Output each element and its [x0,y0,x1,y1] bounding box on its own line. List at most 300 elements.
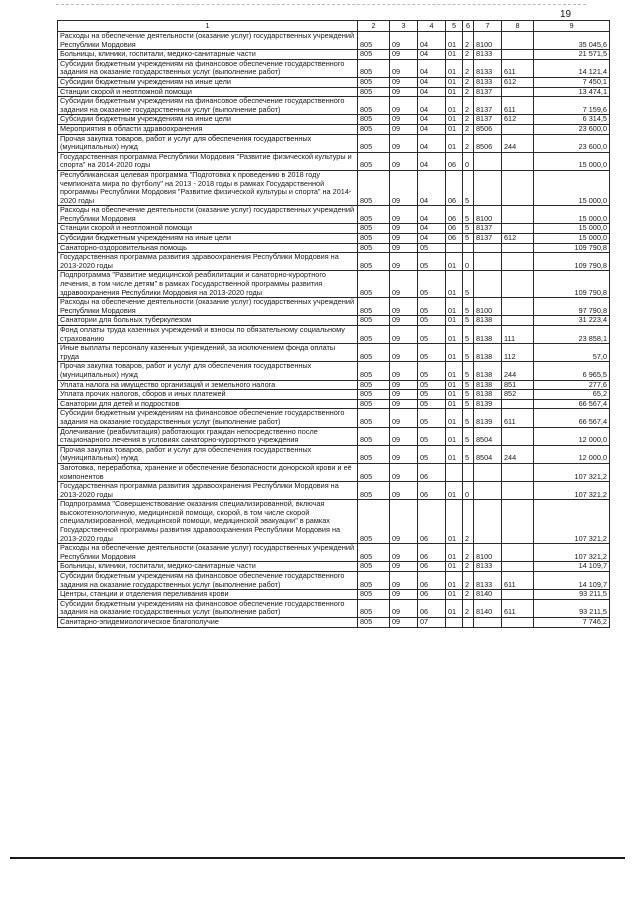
code-target [474,253,502,271]
code-expense-type [502,562,534,572]
code-subprogram: 2 [463,544,474,562]
amount: 14 121,4 [534,59,610,77]
column-header: 9 [534,21,610,32]
code-target: 8506 [474,124,502,134]
table-row [58,445,610,463]
table-row [58,590,610,600]
code-section: 09 [390,399,418,409]
code-subsection: 05 [418,298,446,316]
column-header: 6 [463,21,474,32]
code-program: 01 [446,599,463,617]
code-ministry: 805 [358,50,390,60]
table-row [58,482,610,500]
row-name: Уплата прочих налогов, сборов и иных платежей [58,390,358,400]
code-program: 06 [446,224,463,234]
code-expense-type: 611 [502,409,534,427]
code-section: 09 [390,253,418,271]
code-program: 01 [446,562,463,572]
amount: 109 790,8 [534,253,610,271]
code-ministry: 805 [358,316,390,326]
table-row [58,316,610,326]
row-name: Прочая закупка товаров, работ и услуг для обеспечения государственных (муниципальных) нужд [58,445,358,463]
code-target: 8138 [474,344,502,362]
table-row [58,253,610,271]
amount: 13 474,1 [534,87,610,97]
row-name: Субсидии бюджетным учреждениям на иные цели [58,77,358,87]
code-subprogram: 5 [463,390,474,400]
code-target: 8133 [474,572,502,590]
amount: 6 314,5 [534,115,610,125]
code-target: 8137 [474,115,502,125]
code-program: 01 [446,97,463,115]
code-target: 8139 [474,409,502,427]
amount: 31 223,4 [534,316,610,326]
code-subsection: 06 [418,544,446,562]
code-expense-type [502,224,534,234]
code-expense-type [502,271,534,298]
code-program: 01 [446,344,463,362]
code-ministry: 805 [358,234,390,244]
code-expense-type: 111 [502,326,534,344]
row-name: Станции скорой и неотложной помощи [58,224,358,234]
table-row [58,298,610,316]
code-ministry: 805 [358,298,390,316]
code-section: 09 [390,590,418,600]
code-target: 8100 [474,206,502,224]
table-row [58,234,610,244]
code-subsection: 06 [418,500,446,544]
code-section: 09 [390,271,418,298]
code-target: 8133 [474,77,502,87]
code-ministry: 805 [358,572,390,590]
code-ministry: 805 [358,380,390,390]
amount: 7 450,1 [534,77,610,87]
code-program: 01 [446,445,463,463]
code-program: 06 [446,234,463,244]
code-subsection: 04 [418,224,446,234]
code-ministry: 805 [358,409,390,427]
code-target: 8140 [474,590,502,600]
code-target [474,271,502,298]
code-target: 8139 [474,399,502,409]
code-subprogram: 2 [463,87,474,97]
row-name: Фонд оплаты труда казенных учреждений и взносы по обязательному социальному страхованию [58,326,358,344]
code-subprogram: 5 [463,326,474,344]
code-ministry: 805 [358,152,390,170]
table-row [58,344,610,362]
code-subsection: 05 [418,390,446,400]
code-program [446,618,463,628]
code-target: 8137 [474,234,502,244]
code-ministry: 805 [358,590,390,600]
code-section: 09 [390,124,418,134]
code-expense-type [502,87,534,97]
code-subprogram: 5 [463,409,474,427]
table-row [58,500,610,544]
row-name: Субсидии бюджетным учреждениям на финансовое обеспечение государственного задания на оказание государственных услуг (выполнение работ) [58,599,358,617]
code-program: 01 [446,298,463,316]
amount: 15 000,0 [534,170,610,205]
code-section: 09 [390,243,418,253]
table-row [58,390,610,400]
code-subprogram: 5 [463,298,474,316]
code-expense-type: 852 [502,390,534,400]
code-program: 01 [446,32,463,50]
row-name: Станции скорой и неотложной помощи [58,87,358,97]
code-target: 8100 [474,32,502,50]
code-section: 09 [390,544,418,562]
amount: 15 000,0 [534,206,610,224]
code-section: 09 [390,59,418,77]
amount: 93 211,5 [534,599,610,617]
table-row [58,427,610,445]
column-header: 3 [390,21,418,32]
code-subsection: 06 [418,562,446,572]
code-subprogram: 2 [463,590,474,600]
code-subprogram: 5 [463,234,474,244]
table-body [58,32,610,628]
code-expense-type [502,152,534,170]
code-subsection: 06 [418,482,446,500]
code-subsection: 04 [418,170,446,205]
code-expense-type [502,399,534,409]
code-ministry: 805 [358,124,390,134]
code-ministry: 805 [358,482,390,500]
code-program: 01 [446,115,463,125]
table-row [58,206,610,224]
code-subprogram: 5 [463,170,474,205]
amount: 21 571,5 [534,50,610,60]
code-program: 01 [446,390,463,400]
amount: 35 045,6 [534,32,610,50]
column-header: 1 [58,21,358,32]
code-section: 09 [390,427,418,445]
row-name: Уплата налога на имущество организаций и земельного налога [58,380,358,390]
amount: 7 159,6 [534,97,610,115]
amount: 14 109,7 [534,562,610,572]
code-program: 06 [446,152,463,170]
row-name: Санатории для больных туберкулезом [58,316,358,326]
amount: 12 000,0 [534,445,610,463]
code-section: 09 [390,170,418,205]
code-ministry: 805 [358,59,390,77]
code-ministry: 805 [358,390,390,400]
code-section: 09 [390,87,418,97]
code-section: 09 [390,390,418,400]
code-target [474,152,502,170]
code-subprogram: 2 [463,50,474,60]
table-row [58,97,610,115]
code-section: 09 [390,77,418,87]
amount: 107 321,2 [534,482,610,500]
code-program: 01 [446,482,463,500]
code-subsection: 04 [418,234,446,244]
code-program: 01 [446,59,463,77]
code-section: 09 [390,599,418,617]
row-name: Больницы, клиники, госпитали, медико-санитарные части [58,50,358,60]
code-section: 09 [390,500,418,544]
row-name: Санитарно-эпидемиологическое благополучие [58,618,358,628]
code-subsection: 07 [418,618,446,628]
amount: 15 000,0 [534,224,610,234]
code-target: 8138 [474,390,502,400]
code-ministry: 805 [358,271,390,298]
code-section: 09 [390,463,418,481]
code-subprogram: 2 [463,59,474,77]
code-subprogram: 0 [463,253,474,271]
code-subprogram: 5 [463,362,474,380]
table-row [58,32,610,50]
budget-table [57,20,610,628]
table-row [58,243,610,253]
row-name: Долечивание (реабилитация) работающих граждан непосредственно после стационарного лечения в условиях санаторно-курортного учреждения [58,427,358,445]
code-target [474,500,502,544]
top-rule [56,4,586,5]
code-subprogram: 5 [463,427,474,445]
row-name: Санатории для детей и подростков [58,399,358,409]
code-subsection: 04 [418,115,446,125]
code-target: 8138 [474,380,502,390]
code-section: 09 [390,97,418,115]
code-program: 06 [446,170,463,205]
code-target: 8504 [474,427,502,445]
code-expense-type: 612 [502,77,534,87]
code-target [474,170,502,205]
table-row [58,463,610,481]
code-section: 09 [390,380,418,390]
code-subsection: 05 [418,380,446,390]
code-program: 01 [446,271,463,298]
row-name: Мероприятия в области здравоохранения [58,124,358,134]
row-name: Больницы, клиники, госпитали, медико-санитарные части [58,562,358,572]
amount: 109 790,8 [534,271,610,298]
code-subprogram: 0 [463,482,474,500]
code-subsection: 06 [418,599,446,617]
code-subprogram [463,463,474,481]
code-ministry: 805 [358,344,390,362]
code-section: 09 [390,344,418,362]
code-subsection: 05 [418,445,446,463]
code-target: 8133 [474,562,502,572]
row-name: Заготовка, переработка, хранение и обеспечение безопасности донорской крови и её компонентов [58,463,358,481]
code-subprogram: 2 [463,562,474,572]
code-program: 01 [446,399,463,409]
row-name: Подпрограмма "Совершенствование оказания специализированной, включая высокотехнологичную, медицинской помощи, скорой, в том числе скорой специализированной, медицинской помощи, медицинской эвакуации" в рамках Государственной программы развития здравоохранения Республики Мордовия на 2013-2020 годы [58,500,358,544]
code-expense-type [502,243,534,253]
code-program: 01 [446,124,463,134]
table-row [58,152,610,170]
code-program: 01 [446,77,463,87]
code-program: 01 [446,253,463,271]
code-subsection: 05 [418,399,446,409]
table-row [58,59,610,77]
code-subprogram: 2 [463,599,474,617]
code-program: 01 [446,134,463,152]
code-expense-type [502,316,534,326]
code-subprogram: 5 [463,399,474,409]
code-section: 09 [390,32,418,50]
code-expense-type [502,482,534,500]
code-subprogram [463,618,474,628]
code-ministry: 805 [358,618,390,628]
table-row [58,124,610,134]
code-expense-type [502,206,534,224]
page-number: 19 [560,9,572,20]
amount: 23 600,0 [534,134,610,152]
bottom-rule [10,857,625,859]
header-row [58,21,610,32]
amount: 15 000,0 [534,234,610,244]
code-program: 01 [446,316,463,326]
amount: 66 567,4 [534,409,610,427]
code-section: 09 [390,562,418,572]
code-subprogram: 2 [463,500,474,544]
amount: 107 321,2 [534,500,610,544]
amount: 23 600,0 [534,124,610,134]
code-section: 09 [390,298,418,316]
code-expense-type: 611 [502,59,534,77]
table-row [58,50,610,60]
code-subsection: 04 [418,87,446,97]
code-section: 09 [390,409,418,427]
code-subsection: 05 [418,362,446,380]
code-expense-type: 244 [502,362,534,380]
code-section: 09 [390,50,418,60]
row-name: Расходы на обеспечение деятельности (оказание услуг) государственных учреждений Республики Мордовия [58,32,358,50]
code-ministry: 805 [358,463,390,481]
row-name: Иные выплаты персоналу казенных учреждений, за исключением фонда оплаты труда [58,344,358,362]
code-subprogram: 5 [463,445,474,463]
amount: 97 790,8 [534,298,610,316]
code-expense-type: 112 [502,344,534,362]
code-subsection: 04 [418,97,446,115]
code-section: 09 [390,224,418,234]
column-header: 5 [446,21,463,32]
code-subsection: 04 [418,77,446,87]
amount: 107 321,2 [534,463,610,481]
code-subprogram: 5 [463,380,474,390]
amount: 277,6 [534,380,610,390]
code-ministry: 805 [358,170,390,205]
row-name: Расходы на обеспечение деятельности (оказание услуг) государственных учреждений Республики Мордовия [58,544,358,562]
code-program [446,463,463,481]
code-subprogram: 2 [463,77,474,87]
code-expense-type: 612 [502,234,534,244]
code-expense-type [502,500,534,544]
code-section: 09 [390,152,418,170]
code-section: 09 [390,482,418,500]
code-subsection: 05 [418,344,446,362]
code-ministry: 805 [358,326,390,344]
code-program: 06 [446,206,463,224]
code-program: 01 [446,326,463,344]
row-name: Расходы на обеспечение деятельности (оказание услуг) государственных учреждений Республики Мордовия [58,298,358,316]
table-row [58,409,610,427]
amount: 7 746,2 [534,618,610,628]
table-row [58,271,610,298]
code-program: 01 [446,544,463,562]
amount: 66 567,4 [534,399,610,409]
amount: 93 211,5 [534,590,610,600]
code-subsection: 04 [418,50,446,60]
code-subprogram: 0 [463,152,474,170]
code-target [474,243,502,253]
code-ministry: 805 [358,362,390,380]
table-row [58,544,610,562]
row-name: Прочая закупка товаров, работ и услуг для обеспечения государственных (муниципальных) нужд [58,134,358,152]
code-ministry: 805 [358,427,390,445]
code-subsection: 04 [418,152,446,170]
row-name: Субсидии бюджетным учреждениям на финансовое обеспечение государственного задания на оказание государственных услуг (выполнение работ) [58,409,358,427]
row-name: Республиканская целевая программа "Подготовка к проведению в 2018 году чемпионата мира по футболу" на 2013 - 2018 годы в рамках Государственной программы Республики Мордовия "Развитие физической культуры и спорта" на 2014-2020 годы [58,170,358,205]
table-row [58,562,610,572]
code-expense-type: 244 [502,445,534,463]
row-name: Подпрограмма "Развитие медицинской реабилитации и санаторно-курортного лечения, в том числе детям" в рамках Государственной программы развития здравоохранения Республики Мордовия на 2013-2020 годы [58,271,358,298]
code-program: 01 [446,50,463,60]
table-row [58,170,610,205]
code-target: 8133 [474,59,502,77]
table-row [58,362,610,380]
row-name: Центры, станции и отделения переливания крови [58,590,358,600]
column-header: 2 [358,21,390,32]
code-target: 8138 [474,362,502,380]
table-row [58,134,610,152]
code-subsection: 06 [418,572,446,590]
code-subprogram: 2 [463,115,474,125]
code-ministry: 805 [358,500,390,544]
code-section: 09 [390,115,418,125]
amount: 23 858,1 [534,326,610,344]
code-program [446,243,463,253]
code-ministry: 805 [358,134,390,152]
amount: 65,2 [534,390,610,400]
code-expense-type: 611 [502,599,534,617]
code-expense-type [502,544,534,562]
row-name: Субсидии бюджетным учреждениям на финансовое обеспечение государственного задания на оказание государственных услуг (выполнение работ) [58,97,358,115]
code-target: 8138 [474,316,502,326]
code-expense-type [502,463,534,481]
code-program: 01 [446,500,463,544]
table-row [58,77,610,87]
code-ministry: 805 [358,562,390,572]
code-expense-type [502,253,534,271]
code-program: 01 [446,427,463,445]
code-section: 09 [390,326,418,344]
code-section: 09 [390,316,418,326]
column-header: 7 [474,21,502,32]
code-subprogram: 2 [463,32,474,50]
code-ministry: 805 [358,399,390,409]
code-expense-type [502,124,534,134]
code-ministry: 805 [358,87,390,97]
code-ministry: 805 [358,97,390,115]
code-subsection: 04 [418,59,446,77]
code-subprogram: 5 [463,316,474,326]
code-ministry: 805 [358,243,390,253]
code-target: 8138 [474,326,502,344]
code-target: 8100 [474,298,502,316]
code-expense-type [502,170,534,205]
code-target [474,463,502,481]
code-subsection: 04 [418,124,446,134]
code-subprogram: 2 [463,134,474,152]
code-subsection: 04 [418,134,446,152]
code-section: 09 [390,134,418,152]
code-subprogram: 5 [463,206,474,224]
row-name: Субсидии бюджетным учреждениям на финансовое обеспечение государственного задания на оказание государственных услуг (выполнение работ) [58,572,358,590]
code-target: 8133 [474,50,502,60]
code-target: 8504 [474,445,502,463]
